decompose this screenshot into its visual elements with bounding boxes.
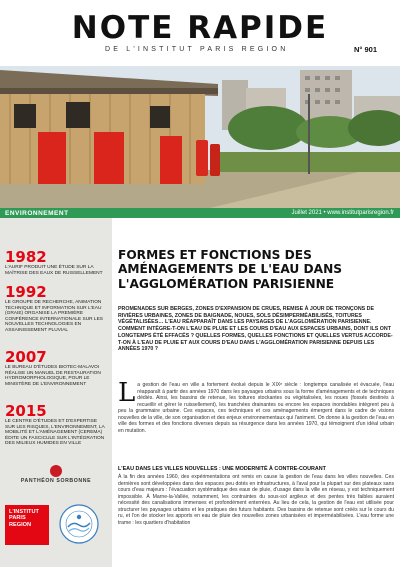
masthead <box>0 0 400 66</box>
round-emblem-logo <box>58 503 100 545</box>
section-heading: L'EAU DANS LES VILLES NOUVELLES : UNE MODERNITÉ À CONTRE-COURANT <box>118 466 326 472</box>
university-seal-icon <box>50 465 62 477</box>
logo-line: REGION <box>9 521 32 528</box>
logo-line: PARIS <box>9 515 26 522</box>
university-name: PANTHÉON SORBONNE <box>20 478 92 484</box>
timeline-text: LE GROUPE DE RECHERCHE, ANIMATION TECHNIQUE ET INFORMATION SUR L'EAU (GRAIE) ORGANISE LA PREMIÈRE CONFÉRENCE INTERNATIONALE SUR LES NOUVELLES TECHNOLOGIES EN ASSAINISSEMENT PLUVIAL <box>5 300 103 333</box>
article-lede: PROMENADES SUR BERGES, ZONES D'EXPANSION DE CRUES, REMISE À JOUR DE TRONÇONS DE RIVIÈRES URBAINES, ZONES DE BAIGNADE, NOUES, SOLS DÉSIMPERMÉABILISÉS, TOITURES VÉGÉTALISÉES… L'EAU RÉAPPARAÎT DANS LES PAYSAGES DE L'AGGLOMÉRATION PARISIENNE. COMMENT INTÈGRE-T-ON L'EAU DE PLUIE ET LES COURS D'EAU AUX ESPACES URBAINS, DONT ILS ONT LONGTEMPS ÉTÉ EFFACÉS ? QUELLES FORMES, QUELLES FONCTIONS ET QUELLES VERTUS ACCORDE-T-ON À L'EAU DE PLUIE ET AUX COURS D'EAU DANS L'AGGLOMÉRATION PARISIENNE DEPUIS LES ANNÉES 1970 ? <box>118 306 393 353</box>
drop-cap: L <box>118 378 136 408</box>
timeline-text: LE CENTRE D'ÉTUDES ET D'EXPERTISE SUR LES RISQUES, L'ENVIRONNEMENT, LA MOBILITÉ ET L'AMÉNAGEMENT (CEREMA) ÉDITE UN FASCICULE SUR L'INTÉGRATION DES MILIEUX HUMIDES EN VILLE <box>5 419 105 447</box>
article-intro <box>118 378 394 434</box>
section-label: ENVIRONNEMENT <box>5 209 69 217</box>
issue-number: N° 901 <box>354 45 378 54</box>
publication-subtitle: DE L'INSTITUT PARIS REGION <box>105 46 289 53</box>
intro-text: a gestion de l'eau en ville a fortement évolué depuis le XIXᵉ siècle : longtemps canalisée et évacuée, l'eau réapparaît à partir des années 1970 dans les paysages urbains sous la forme d'aménagements et de techniques dédiés. Ainsi, les bassins de retenue, les toitures stockantes ou végétalisées, les noues (fossés destinés à recueillir et gérer le ruissellement), les tranchées drainantes ou encore les espaces inondables intègrent peu à peu la grammaire urbaine. Ces espaces, ces techniques et ces aménagements émergent dans le cadre de visions nouvelles de la ville, de son organisation et des enjeux environnementaux qui l'animent. On donne à la gestion de l'eau en ville des formes et des fonctions diverses depuis sa résurgence dans les années 1970, qui témoignent d'un idéal urbain en mutation. <box>118 382 394 434</box>
publication-title: NOTE RAPIDE <box>71 10 329 46</box>
pantheon-sorbonne-logo <box>16 465 96 487</box>
timeline-year: 1982 <box>5 248 47 266</box>
cover-photo-drawing <box>0 66 400 208</box>
article-body: À la fin des années 1960, des expérimentations ont remis en cause la gestion de l'eau dans les villes nouvelles. Ces dernières sont développées dans des espaces peu dotés en infrastructures, à l'aval pour la plupart sur des plateaux sans cours d'eau majeurs : l'évacuation systématique des eaux de pluie, d'usage dans la ville en réseau, y est techniquement impossible. À Marne-la-Vallée, notamment, les contraintes du sous-sol argileux et des pentes très faibles auraient nécessité des canalisations immenses et profondément enterrées. Au lieu de cela, la gestion de l'eau est utilisée pour structurer les paysages urbains et les pratiques des futurs habitants. Des bassins de retenue sont créés sur le cours du ru, et l'on de stocker les apports en eau de pluie des nouvelles zones urbanisées et imperméabilisées. L'eau forme une trame : les quartiers d'habitation <box>118 474 394 526</box>
institut-paris-region-logo <box>5 505 49 545</box>
article-title: FORMES ET FONCTIONS DES AMÉNAGEMENTS DE L'EAU DANS L'AGGLOMÉRATION PARISIENNE <box>118 248 343 291</box>
section-band <box>0 208 400 218</box>
date-and-url[interactable]: Juillet 2021 • www.institutparisregion.fr <box>291 209 394 216</box>
timeline-text: LE BUREAU D'ÉTUDES BIOTEC-MALAVOI RÉALISE UN MANUEL DE RESTAURATION HYDROMORPHOLOGIQUE, POUR LE MINISTÈRE DE L'ENVIRONNEMENT <box>5 365 101 387</box>
emblem-icon <box>58 503 100 545</box>
cover-photo <box>0 66 400 208</box>
timeline-year: 2007 <box>5 348 47 366</box>
timeline-year: 1992 <box>5 283 47 301</box>
logo-line: L'INSTITUT <box>9 509 39 515</box>
timeline-year: 2015 <box>5 402 47 420</box>
timeline-text: L'AURIF PRODUIT UNE ÉTUDE SUR LA MAÎTRISE DES EAUX DE RUISSELLEMENT <box>5 265 103 276</box>
